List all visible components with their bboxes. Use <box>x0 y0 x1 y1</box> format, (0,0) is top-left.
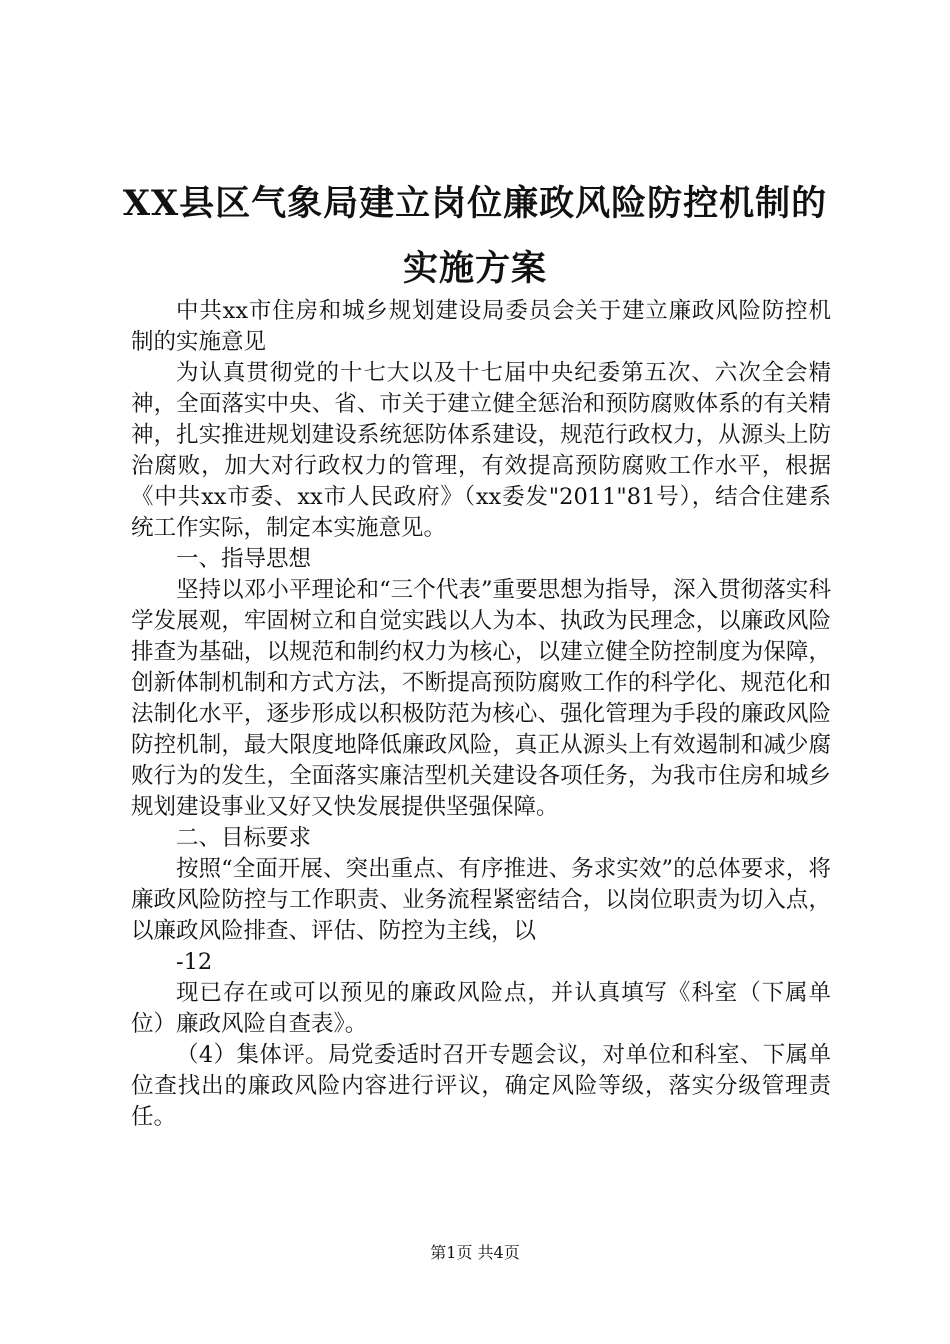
paragraph-risk-points: 现已存在或可以预见的廉政风险点，并认真填写《科室（下属单位）廉政风险自查表》。 <box>131 980 831 1037</box>
page-footer: 第1页 共4页 <box>430 1243 520 1262</box>
paragraph-guiding-ideology: 坚持以邓小平理论和“三个代表”重要思想为指导，深入贯彻落实科学发展观，牢固树立和自觉实践以人为本、执政为民理念，以廉政风险排查为基础，以规范和制约权力为核心，以建立健全防控制度为保障，创新体制机制和方式方法，不断提高预防腐败工作的科学化、规范化和法制化水平，逐步形成以积极防范为核心、强化管理为手段的廉政风险防控机制，最大限度地降低廉政风险，真正从源头上有效遏制和减少腐败行为的发生，全面落实廉洁型机关建设各项任务，为我市住房和城乡规划建设事业又好又快发展提供坚强保障。 <box>131 577 831 820</box>
paragraph-collective-review: （4）集体评。局党委适时召开专题会议，对单位和科室、下属单位查找出的廉政风险内容进行评议，确定风险等级，落实分级管理责任。 <box>131 1042 831 1130</box>
document-body <box>131 296 831 1133</box>
paragraph-goals: 按照“全面开展、突出重点、有序推进、务求实效”的总体要求，将廉政风险防控与工作职责、业务流程紧密结合，以岗位职责为切入点，以廉政风险排查、评估、防控为主线，以 <box>131 856 831 944</box>
page-marker: -12 <box>176 949 213 975</box>
paragraph-intro-title: 中共xx市住房和城乡规划建设局委员会关于建立廉政风险防控机制的实施意见 <box>131 298 831 355</box>
section-heading-guiding-ideology: 一、指导思想 <box>176 546 312 572</box>
document-title-line-1: XX县区气象局建立岗位廉政风险防控机制的 <box>122 183 828 224</box>
document-title-line-2: 实施方案 <box>402 248 547 289</box>
section-heading-goals: 二、目标要求 <box>176 825 312 851</box>
paragraph-preamble: 为认真贯彻党的十七大以及十七届中央纪委第五次、六次全会精神，全面落实中央、省、市关于建立健全惩治和预防腐败体系的有关精神，扎实推进规划建设系统惩防体系建设，规范行政权力，从源头上防治腐败，加大对行政权力的管理，有效提高预防腐败工作水平，根据《中共xx市委、xx市人民政府》（xx委发"2011"81号），结合住建系统工作实际，制定本实施意见。 <box>131 360 831 541</box>
